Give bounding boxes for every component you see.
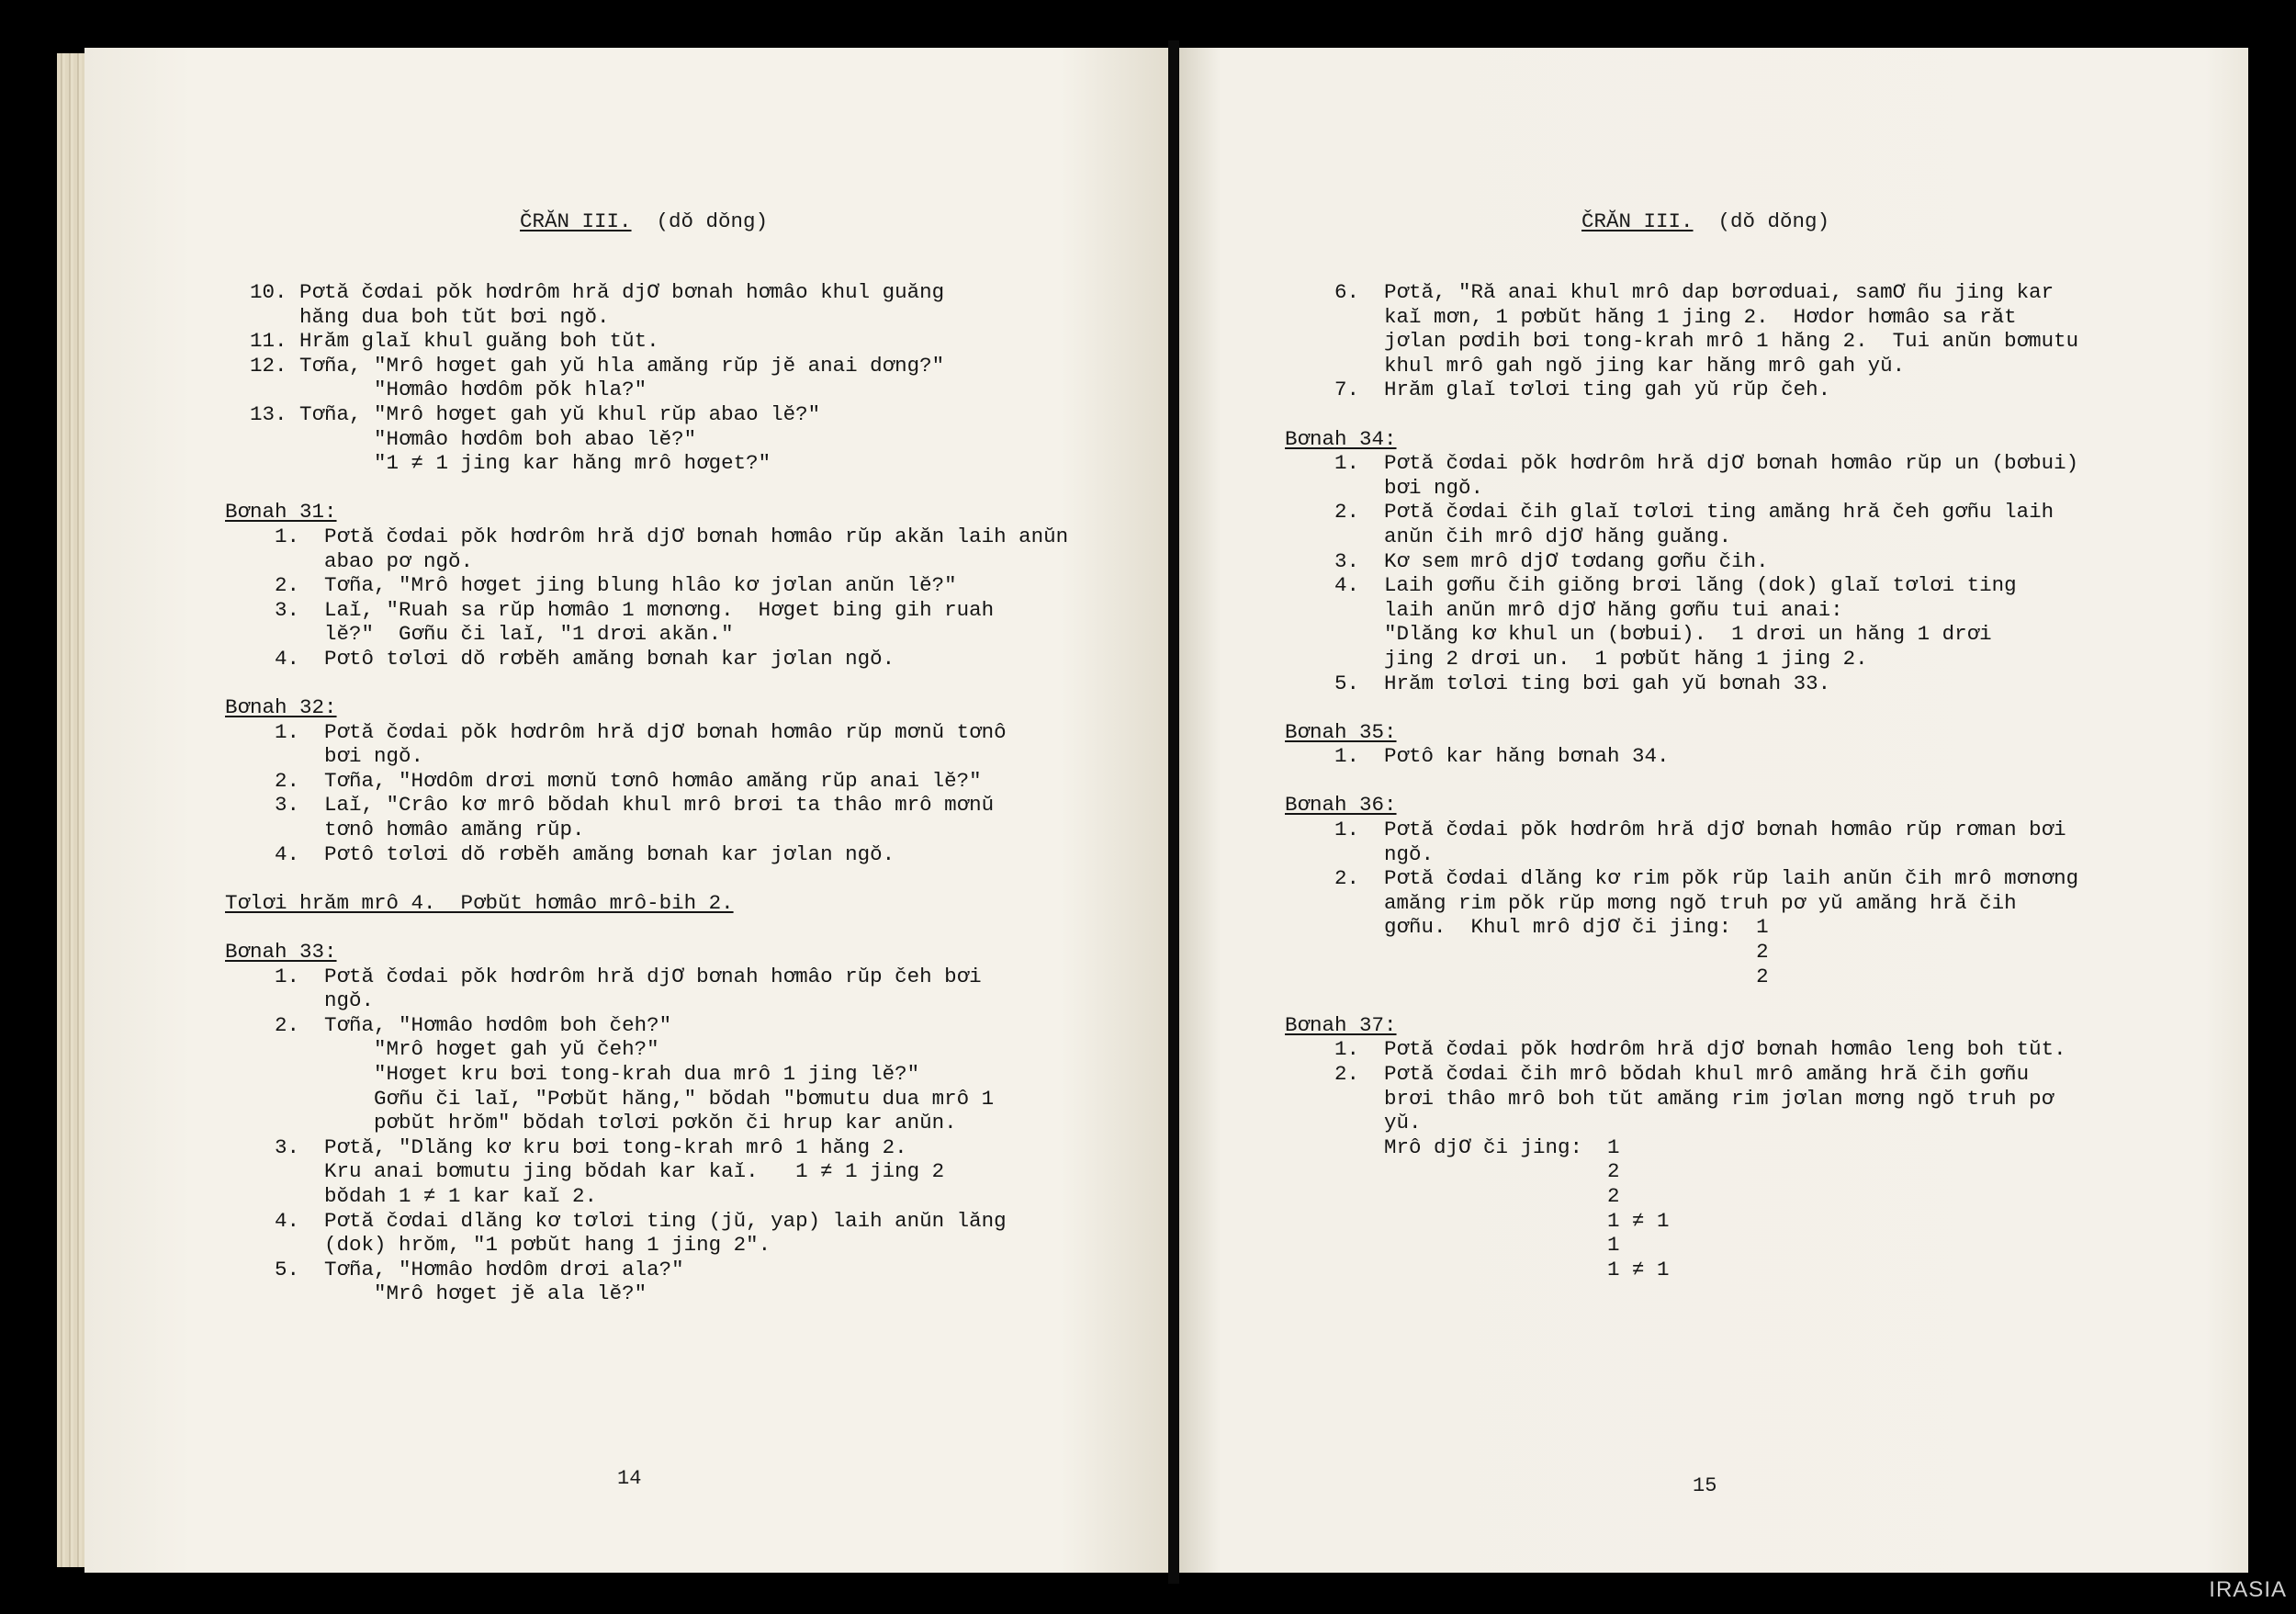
section-heading: Bơnah 33: xyxy=(225,940,337,965)
text-line: 3. Laĭ, "Crâo kơ mrô bŏdah khul mrô brơi ta thâo mrô mơnŭ xyxy=(250,793,995,818)
text-line: khul mrô gah ngŏ jing kar hăng mrô gah yŭ. xyxy=(1310,353,1906,378)
text-line xyxy=(1310,695,2078,720)
text-line: 13. Tơña, "Mrô hơget gah yŭ khul rŭp abao lĕ?" xyxy=(250,401,821,426)
text-line: laih anŭn mrô djƠ hăng gơñu tui anai: xyxy=(1310,597,1843,622)
irasia-watermark: IRASIA xyxy=(2209,1577,2287,1602)
left-header-title: ČRĂN III. xyxy=(520,209,632,233)
right-header xyxy=(1581,209,1829,233)
text-line: 1 ≠ 1 xyxy=(1310,1208,1670,1233)
text-line: amăng rim pǒk rŭp mơng ngŏ truh pơ yŭ amăng hră čih xyxy=(1310,890,2017,915)
text-line: 4. Pơtô tơlơi dŏ rơbĕh amăng bơnah kar jơlan ngŏ. xyxy=(250,841,895,866)
text-line: 1. Pơtă čơdai pǒk hơdrôm hră djƠ bơnah hơmâo leng boh tŭt. xyxy=(1310,1037,2066,1062)
text-line: 3. Laĭ, "Ruah sa rŭp hơmâo 1 mơnơng. Hơget bing gih ruah xyxy=(250,597,995,622)
text-line xyxy=(225,891,1068,916)
text-line: Kru anai bơmutu jing bŏdah kar kaĭ. 1 ≠ 1 jing 2 xyxy=(250,1159,945,1184)
text-line: brơi thâo mrô boh tŭt amăng rim jơlan mơng ngŏ truh pơ xyxy=(1310,1086,2054,1111)
text-line: 2 xyxy=(1310,1159,1620,1184)
text-line: pơbŭt hrŏm" bŏdah tơlơi pơkŏn či hrup kar anŭn. xyxy=(250,1111,957,1135)
text-line: 2. Pơtă čơdai čih glaĭ tơlơi ting amăng hră čeh gơñu laih xyxy=(1310,500,2054,525)
text-line: 5. Tơña, "Hơmâo hơdôm drơi ala?" xyxy=(250,1257,684,1281)
text-line: hăng dua boh tŭt bơi ngŏ. xyxy=(250,304,610,329)
text-line: 2. Tơña, "Hơmâo hơdôm boh čeh?" xyxy=(250,1012,672,1037)
left-page-number: 14 xyxy=(617,1467,642,1490)
text-line: 1 xyxy=(1310,1233,1620,1258)
text-line: abao pơ ngŏ. xyxy=(250,548,474,573)
text-line: 2 xyxy=(1310,1183,1620,1208)
text-line: 2 xyxy=(1310,964,1769,988)
text-line: 10. Pơtă čơdai pǒk hơdrôm hră djƠ bơnah hơmâo khul guăng xyxy=(250,280,945,304)
text-line: bơi ngŏ. xyxy=(250,744,424,769)
text-line: "Hơmâo hơdôm boh abao lĕ?" xyxy=(250,426,697,451)
text-line xyxy=(225,500,1068,525)
section-heading: Bơnah 35: xyxy=(1285,719,1397,744)
text-line: 11. Hrăm glaĭ khul guăng boh tŭt. xyxy=(250,329,659,354)
text-line: Mrô djƠ či jing: 1 xyxy=(1310,1134,1620,1159)
left-body-text xyxy=(225,280,1069,1306)
text-line xyxy=(1310,988,2078,1013)
text-line: lĕ?" Gơñu či laĭ, "1 drơi akăn." xyxy=(250,622,734,647)
left-header-subtitle: (dǒ dǒng) xyxy=(656,209,769,233)
text-line: 1. Pơtă čơdai pǒk hơdrôm hră djƠ bơnah hơmâo rŭp akăn laih anŭn xyxy=(250,524,1069,548)
right-page-number: 15 xyxy=(1693,1474,1717,1497)
text-line: 2. Pơtă čơdai dlăng kơ rim pǒk rŭp laih anŭn čih mrô mơnơng xyxy=(1310,866,2079,891)
text-line: 1. Pơtă čơdai pǒk hơdrôm hră djƠ bơnah hơmâo rŭp čeh bơi xyxy=(250,964,982,988)
text-line: "1 ≠ 1 jing kar hăng mrô hơget?" xyxy=(250,451,771,476)
text-line: 1. Pơtă čơdai pǒk hơdrôm hră djƠ bơnah hơmâo rŭp mơnŭ tơnô xyxy=(250,719,1007,744)
text-line: 2. Tơña, "Hơdôm drơi mơnŭ tơnô hơmâo amăng rŭp anai lĕ?" xyxy=(250,768,982,793)
text-line: 3. Kơ sem mrô djƠ tơdang gơñu čih. xyxy=(1310,548,1769,573)
text-line: Gơñu či laĭ, "Pơbŭt hăng," bŏdah "bơmutu dua mrô 1 xyxy=(250,1086,995,1111)
text-line xyxy=(1285,1013,2078,1038)
text-line: "Mrô hơget gah yŭ čeh?" xyxy=(250,1037,659,1062)
text-line: 4. Laih gơñu čih giŏng brơi lăng (dok) glaĭ tơlơi ting xyxy=(1310,573,2017,598)
text-line: ngŏ. xyxy=(250,988,375,1013)
text-line xyxy=(1310,769,2078,794)
text-line: 1 ≠ 1 xyxy=(1310,1257,1670,1281)
text-line xyxy=(1285,427,2078,452)
right-body-text xyxy=(1285,280,2079,1281)
text-line: "Hơmâo hơdôm pǒk hla?" xyxy=(250,378,647,402)
text-line: 4. Pơtă čơdai dlăng kơ tơlơi ting (jŭ, yap) laih anŭn lăng xyxy=(250,1208,1007,1233)
text-line: 1. Pơtô kar hăng bơnah 34. xyxy=(1310,744,1670,769)
text-line: jing 2 drơi un. 1 pơbŭt hăng 1 jing 2. xyxy=(1310,646,1868,671)
text-line: "Mrô hơget jĕ ala lĕ?" xyxy=(250,1281,647,1306)
book-gutter xyxy=(1168,40,1179,1584)
text-line: anŭn čih mrô djƠ hăng guăng. xyxy=(1310,524,1732,548)
text-line xyxy=(1285,720,2078,745)
text-line: "Dlăng kơ khul un (bơbui). 1 drơi un hăng 1 drơi xyxy=(1310,622,1992,647)
right-header-subtitle: (dǒ dǒng) xyxy=(1717,209,1830,233)
text-line xyxy=(250,672,1068,696)
section-heading: Tơlơi hrăm mrô 4. Pơbŭt hơmâo mrô-bih 2. xyxy=(225,890,734,915)
text-line: 7. Hrăm glaĭ tơlơi ting gah yŭ rŭp čeh. xyxy=(1310,378,1831,402)
text-line: 1. Pơtă čơdai pǒk hơdrôm hră djƠ bơnah hơmâo rŭp un (bơbui) xyxy=(1310,451,2079,476)
text-line xyxy=(250,476,1068,501)
text-line: 2 xyxy=(1310,940,1769,965)
section-heading: Bơnah 31: xyxy=(225,500,337,525)
section-heading: Bơnah 36: xyxy=(1285,793,1397,818)
text-line: bŏdah 1 ≠ 1 kar kaĭ 2. xyxy=(250,1183,598,1208)
text-line: ngŏ. xyxy=(1310,841,1435,866)
text-line: gơñu. Khul mrô djƠ či jing: 1 xyxy=(1310,915,1769,940)
text-line: 6. Pơtă, "Ră anai khul mrô dap bơrơduai, samƠ ñu jing kar xyxy=(1310,280,2054,304)
text-line: 2. Pơtă čơdai čih mrô bŏdah khul mrô amăng hră čih gơñu xyxy=(1310,1062,2030,1086)
text-line xyxy=(225,695,1068,720)
text-line: 5. Hrăm tơlơi ting bơi gah yŭ bơnah 33. xyxy=(1310,671,1831,695)
text-line xyxy=(1310,402,2078,427)
text-line: "Hơget kru bơi tong-krah dua mrô 1 jing lĕ?" xyxy=(250,1062,920,1086)
section-heading: Bơnah 37: xyxy=(1285,1012,1397,1037)
text-line: kaĭ mơn, 1 pơbŭt hăng 1 jing 2. Hơdor hơmâo sa răt xyxy=(1310,304,2017,329)
section-heading: Bơnah 32: xyxy=(225,695,337,720)
left-header xyxy=(520,209,768,233)
text-line: tơnô hơmâo amăng rŭp. xyxy=(250,818,585,842)
text-line: 12. Tơña, "Mrô hơget gah yŭ hla amăng rŭp jĕ anai dơng?" xyxy=(250,353,945,378)
text-line xyxy=(225,940,1068,965)
right-header-title: ČRĂN III. xyxy=(1581,209,1694,233)
text-line xyxy=(1285,793,2078,818)
text-line: bơi ngŏ. xyxy=(1310,475,1484,500)
text-line: 3. Pơtă, "Dlăng kơ kru bơi tong-krah mrô 1 hăng 2. xyxy=(250,1134,907,1159)
text-line: 1. Pơtă čơdai pǒk hơdrôm hră djƠ bơnah hơmâo rŭp rơman bơi xyxy=(1310,818,2066,842)
text-line xyxy=(250,915,1068,940)
text-line: 2. Tơña, "Mrô hơget jing blung hlâo kơ jơlan anŭn lĕ?" xyxy=(250,573,957,598)
text-line: (dok) hrŏm, "1 pơbŭt hang 1 jing 2". xyxy=(250,1233,771,1258)
text-line xyxy=(250,866,1068,891)
section-heading: Bơnah 34: xyxy=(1285,426,1397,451)
text-line: 4. Pơtô tơlơi dŏ rơbĕh amăng bơnah kar jơlan ngŏ. xyxy=(250,646,895,671)
text-line: yŭ. xyxy=(1310,1111,1422,1135)
text-line: jơlan pơdih bơi tong-krah mrô 1 hăng 2. Tui anŭn bơmutu xyxy=(1310,329,2079,354)
